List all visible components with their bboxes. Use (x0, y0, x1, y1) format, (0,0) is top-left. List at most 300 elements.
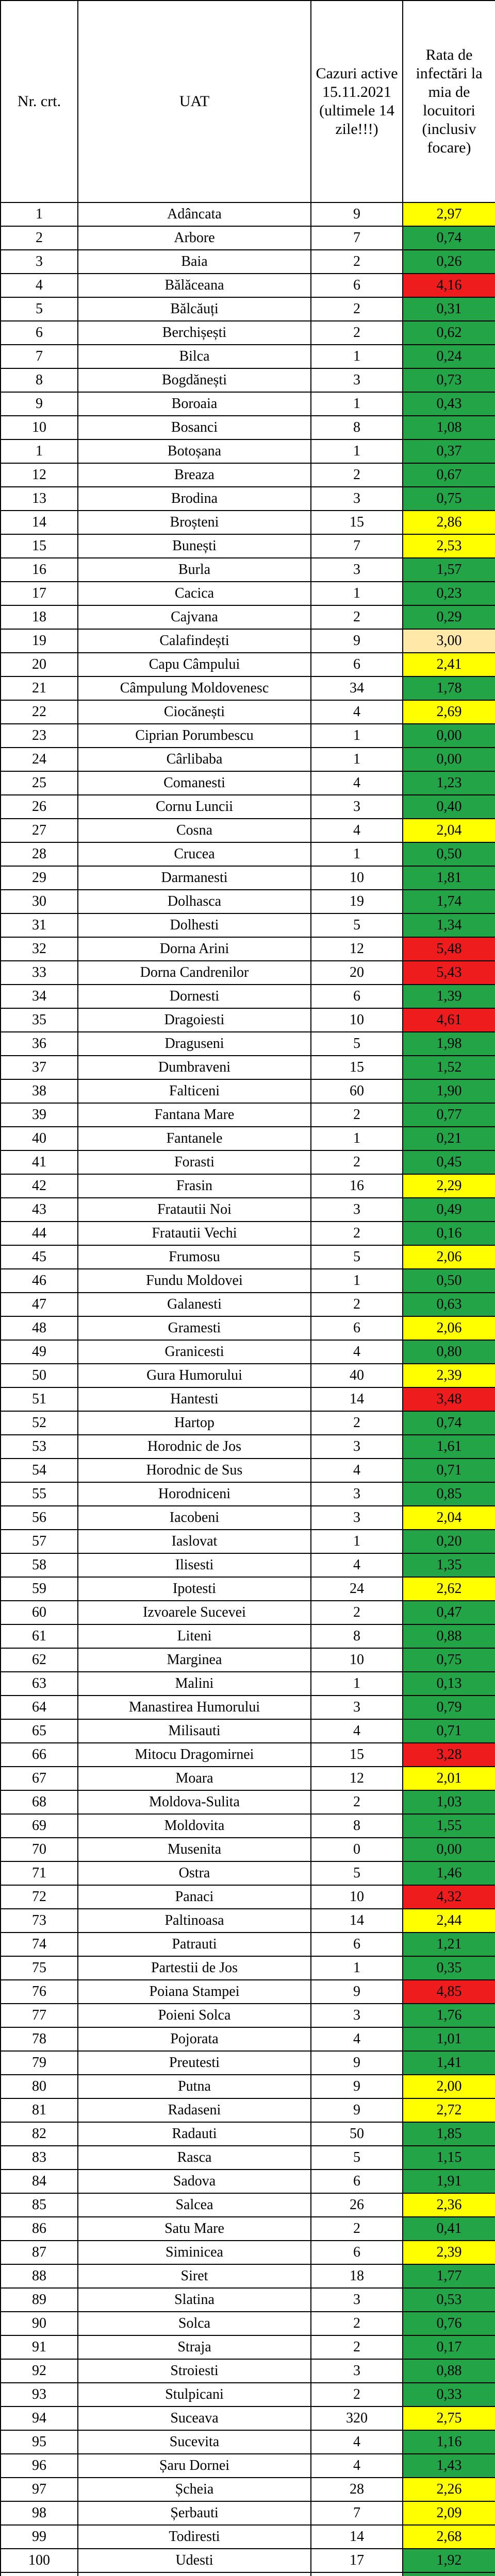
cell-nr-crt: 99 (1, 2525, 78, 2549)
table-row (1, 2241, 495, 2264)
cell-rata-infectari: 0,24 (403, 345, 495, 368)
cell-cazuri-active: 3 (311, 368, 403, 392)
cell-cazuri-active: 9 (311, 2051, 403, 2075)
table-row (1, 913, 495, 937)
cell-rata-infectari: 1,61 (403, 1435, 495, 1459)
table-row (1, 534, 495, 558)
cell-rata-infectari: 0,20 (403, 1530, 495, 1553)
cell-rata-infectari: 1,90 (403, 1079, 495, 1103)
cell-uat: Bosanci (78, 416, 311, 439)
cell-nr-crt: 92 (1, 2359, 78, 2383)
cell-cazuri-active: 7 (311, 534, 403, 558)
table-row (1, 2312, 495, 2335)
cell-rata-infectari: 0,50 (403, 1269, 495, 1293)
cell-uat: Hantesti (78, 1387, 311, 1411)
table-row (1, 439, 495, 463)
cell-cazuri-active: 6 (311, 2241, 403, 2264)
cell-nr-crt: 24 (1, 748, 78, 771)
cell-cazuri-active: 50 (311, 2122, 403, 2146)
cell-rata-infectari: 0,79 (403, 1696, 495, 1719)
cell-nr-crt: 19 (1, 629, 78, 653)
cell-cazuri-active: 4 (311, 1459, 403, 1482)
cell-nr-crt: 1 (1, 202, 78, 226)
table-row (1, 1269, 495, 1293)
table-row (1, 2170, 495, 2193)
cell-rata-infectari: 2,69 (403, 700, 495, 724)
cell-uat: Iacobeni (78, 1506, 311, 1530)
table-row (1, 1553, 495, 1577)
cell-rata-infectari: 1,78 (403, 676, 495, 700)
table-row (1, 2146, 495, 2170)
cell-uat: Preutesti (78, 2051, 311, 2075)
cell-nr-crt: 98 (1, 2501, 78, 2525)
cell-nr-crt: 41 (1, 1150, 78, 1174)
cell-rata-infectari: 1,77 (403, 2264, 495, 2288)
cell-cazuri-active: 6 (311, 1316, 403, 1340)
cell-nr-crt: 3 (1, 250, 78, 274)
table-row (1, 250, 495, 274)
table-row (1, 2122, 495, 2146)
cell-cazuri-active: 1 (311, 439, 403, 463)
cell-nr-crt: 28 (1, 842, 78, 866)
cell-cazuri-active: 3 (311, 487, 403, 511)
cell-rata-infectari: 0,00 (403, 1838, 495, 1861)
cell-nr-crt: 88 (1, 2264, 78, 2288)
cell-cazuri-active: 9 (311, 2075, 403, 2098)
cell-nr-crt: 83 (1, 2146, 78, 2170)
cell-rata-infectari: 0,73 (403, 368, 495, 392)
cell-cazuri-active: 3 (311, 1482, 403, 1506)
cell-rata-infectari: 2,00 (403, 2075, 495, 2098)
cell-nr-crt: 7 (1, 345, 78, 368)
cell-uat: Șcheia (78, 2478, 311, 2501)
cell-cazuri-active: 1 (311, 1269, 403, 1293)
cell-nr-crt: 65 (1, 1719, 78, 1743)
table-row (1, 2525, 495, 2549)
cell-uat: Rasca (78, 2146, 311, 2170)
cell-nr-crt: 49 (1, 1340, 78, 1364)
table-body (1, 202, 495, 2576)
cell-cazuri-active: 2 (311, 605, 403, 629)
header-cazuri-active: Cazuri active 15.11.2021 (ultimele 14 zile!!!) (311, 1, 403, 202)
cell-nr-crt: 17 (1, 582, 78, 605)
cell-cazuri-active: 4 (311, 771, 403, 795)
cell-cazuri-active: 1 (311, 345, 403, 368)
table-row (1, 321, 495, 345)
cell-rata-infectari: 2,72 (403, 2098, 495, 2122)
cell-cazuri-active: 10 (311, 1008, 403, 1032)
cell-rata-infectari: 3,28 (403, 1743, 495, 1767)
cell-rata-infectari: 3,00 (403, 629, 495, 653)
table-row (1, 274, 495, 297)
cell-uat: Moara (78, 1767, 311, 1790)
cell-uat: Suceava (78, 2406, 311, 2430)
cell-rata-infectari: 1,23 (403, 771, 495, 795)
cell-rata-infectari: 3,48 (403, 1387, 495, 1411)
cell-uat: Cajvana (78, 605, 311, 629)
table-row (1, 1127, 495, 1150)
table-row (1, 2572, 495, 2576)
cell-nr-crt: 60 (1, 1601, 78, 1624)
cell-uat: Sucevita (78, 2430, 311, 2454)
cell-cazuri-active: 28 (311, 2478, 403, 2501)
cell-uat: Adâncata (78, 202, 311, 226)
cell-uat: Dorna Candrenilor (78, 961, 311, 985)
cell-nr-crt: 76 (1, 1980, 78, 2004)
cell-uat: Șaru Dornei (78, 2454, 311, 2478)
cell-cazuri-active: 1 (311, 392, 403, 416)
cell-uat: Radaseni (78, 2098, 311, 2122)
cell-nr-crt: 36 (1, 1032, 78, 1056)
cell-nr-crt: 42 (1, 1174, 78, 1198)
table-row (1, 558, 495, 582)
cell-uat: Mitocu Dragomirnei (78, 1743, 311, 1767)
cell-cazuri-active: 16 (311, 1174, 403, 1198)
table-row (1, 582, 495, 605)
cell-uat: Cârlibaba (78, 748, 311, 771)
cell-rata-infectari: 2,39 (403, 2241, 495, 2264)
cell-uat: Galanesti (78, 1293, 311, 1316)
cell-uat: Darmanesti (78, 866, 311, 890)
table-row (1, 1340, 495, 1364)
cell-cazuri-active: 0 (311, 1838, 403, 1861)
table-row (1, 1933, 495, 1956)
cell-cazuri-active: 2 (311, 1150, 403, 1174)
cell-uat: Frumosu (78, 1245, 311, 1269)
cell-nr-crt: 29 (1, 866, 78, 890)
cell-cazuri-active: 9 (311, 202, 403, 226)
cell-nr-crt: 50 (1, 1364, 78, 1387)
cell-cazuri-active: 4 (311, 2454, 403, 2478)
cell-rata-infectari: 0,00 (403, 748, 495, 771)
cell-nr-crt: 77 (1, 2004, 78, 2027)
cell-rata-infectari: 0,40 (403, 795, 495, 819)
cell-rata-infectari: 0,47 (403, 1601, 495, 1624)
table-row (1, 2501, 495, 2525)
table-row (1, 2383, 495, 2406)
cell-rata-infectari (403, 2572, 495, 2576)
cell-cazuri-active: 1 (311, 1956, 403, 1980)
cell-nr-crt: 31 (1, 913, 78, 937)
cell-uat: Horodnic de Jos (78, 1435, 311, 1459)
cell-rata-infectari: 1,41 (403, 2051, 495, 2075)
table-row (1, 1435, 495, 1459)
cell-uat: Baia (78, 250, 311, 274)
table-row (1, 1861, 495, 1885)
cell-nr-crt: 85 (1, 2193, 78, 2217)
cell-cazuri-active: 9 (311, 1980, 403, 2004)
cell-cazuri-active: 24 (311, 1577, 403, 1601)
cell-rata-infectari: 1,57 (403, 558, 495, 582)
cell-rata-infectari: 0,16 (403, 1222, 495, 1245)
cell-rata-infectari: 2,44 (403, 1909, 495, 1933)
cell-rata-infectari: 2,06 (403, 1245, 495, 1269)
cell-rata-infectari: 2,01 (403, 1767, 495, 1790)
cell-nr-crt: 5 (1, 297, 78, 321)
cell-uat: Patrauti (78, 1933, 311, 1956)
cell-rata-infectari: 5,43 (403, 961, 495, 985)
cell-uat: Ipotesti (78, 1577, 311, 1601)
cell-rata-infectari: 0,17 (403, 2335, 495, 2359)
cell-uat: Ilisesti (78, 1553, 311, 1577)
cell-cazuri-active: 40 (311, 1364, 403, 1387)
cell-rata-infectari: 0,00 (403, 724, 495, 748)
cell-nr-crt: 51 (1, 1387, 78, 1411)
cell-cazuri-active: 10 (311, 866, 403, 890)
table-row (1, 1103, 495, 1127)
cell-cazuri-active: 6 (311, 1933, 403, 1956)
cell-uat: Poieni Solca (78, 2004, 311, 2027)
cell-rata-infectari: 0,13 (403, 1672, 495, 1696)
cell-uat: Milisauti (78, 1719, 311, 1743)
cell-cazuri-active: 2 (311, 1790, 403, 1814)
table-row (1, 700, 495, 724)
table-row (1, 937, 495, 961)
cell-nr-crt: 18 (1, 605, 78, 629)
cell-uat: Dolhesti (78, 913, 311, 937)
cell-uat: Ostra (78, 1861, 311, 1885)
cell-nr-crt: 58 (1, 1553, 78, 1577)
cell-rata-infectari: 1,55 (403, 1814, 495, 1838)
cell-cazuri-active: 5 (311, 2146, 403, 2170)
cell-cazuri-active: 3 (311, 795, 403, 819)
cell-rata-infectari: 0,75 (403, 1648, 495, 1672)
cell-rata-infectari: 1,98 (403, 1032, 495, 1056)
cell-rata-infectari: 1,81 (403, 866, 495, 890)
cell-nr-crt: 90 (1, 2312, 78, 2335)
cell-rata-infectari: 0,76 (403, 2312, 495, 2335)
table-row (1, 1387, 495, 1411)
cell-uat: Musenita (78, 1838, 311, 1861)
cell-nr-crt: 93 (1, 2383, 78, 2406)
cell-rata-infectari: 2,06 (403, 1316, 495, 1340)
cell-rata-infectari: 2,41 (403, 653, 495, 676)
cell-rata-infectari: 2,62 (403, 1577, 495, 1601)
cell-uat: Udesti (78, 2549, 311, 2572)
cell-rata-infectari: 0,21 (403, 1127, 495, 1150)
cell-rata-infectari: 0,26 (403, 250, 495, 274)
table-row (1, 1482, 495, 1506)
cell-rata-infectari: 2,39 (403, 1364, 495, 1387)
table-row (1, 2454, 495, 2478)
cell-rata-infectari: 5,48 (403, 937, 495, 961)
cell-cazuri-active: 7 (311, 226, 403, 250)
cell-nr-crt: 14 (1, 511, 78, 534)
cell-uat: Manastirea Humorului (78, 1696, 311, 1719)
cell-uat: Paltinoasa (78, 1909, 311, 1933)
cell-cazuri-active: 20 (311, 961, 403, 985)
cell-nr-crt: 81 (1, 2098, 78, 2122)
cell-nr-crt: 96 (1, 2454, 78, 2478)
cell-rata-infectari: 0,43 (403, 392, 495, 416)
table-row (1, 345, 495, 368)
cell-rata-infectari: 0,41 (403, 2217, 495, 2241)
cell-rata-infectari: 1,16 (403, 2430, 495, 2454)
table-row (1, 1743, 495, 1767)
cell-uat: Dornesti (78, 985, 311, 1008)
table-row (1, 724, 495, 748)
cell-uat: Siminicea (78, 2241, 311, 2264)
cell-uat: Ciprian Porumbescu (78, 724, 311, 748)
table-row (1, 2288, 495, 2312)
cell-uat (78, 2572, 311, 2576)
cell-nr-crt: 79 (1, 2051, 78, 2075)
cell-uat: Burla (78, 558, 311, 582)
cell-nr-crt: 63 (1, 1672, 78, 1696)
cell-cazuri-active: 4 (311, 700, 403, 724)
cell-rata-infectari: 0,29 (403, 605, 495, 629)
cell-nr-crt: 45 (1, 1245, 78, 1269)
cell-uat: Pojorata (78, 2027, 311, 2051)
cell-nr-crt: 25 (1, 771, 78, 795)
cell-cazuri-active: 5 (311, 913, 403, 937)
cell-nr-crt: 27 (1, 819, 78, 842)
table-row (1, 2075, 495, 2098)
cell-uat: Izvoarele Sucevei (78, 1601, 311, 1624)
cell-nr-crt: 38 (1, 1079, 78, 1103)
cell-cazuri-active: 2 (311, 1601, 403, 1624)
cell-cazuri-active: 12 (311, 937, 403, 961)
table-row (1, 2264, 495, 2288)
cell-rata-infectari: 1,15 (403, 2146, 495, 2170)
table-row (1, 985, 495, 1008)
table-row (1, 1956, 495, 1980)
cell-uat: Breaza (78, 463, 311, 487)
cell-nr-crt: 73 (1, 1909, 78, 1933)
cell-rata-infectari: 0,63 (403, 1293, 495, 1316)
cell-rata-infectari: 1,85 (403, 2122, 495, 2146)
header-rata-infectari: Rata de infectări la mia de locuitori (inclusiv focare) (403, 1, 495, 202)
table-row (1, 1624, 495, 1648)
table-row (1, 1008, 495, 1032)
table-row (1, 1411, 495, 1435)
cell-cazuri-active: 14 (311, 1387, 403, 1411)
table-row (1, 795, 495, 819)
cell-rata-infectari: 0,49 (403, 1198, 495, 1222)
cell-cazuri-active: 14 (311, 2525, 403, 2549)
cell-cazuri-active: 2 (311, 250, 403, 274)
cell-uat: Marginea (78, 1648, 311, 1672)
cell-uat: Satu Mare (78, 2217, 311, 2241)
cell-nr-crt: 32 (1, 937, 78, 961)
cell-uat: Dorna Arini (78, 937, 311, 961)
cell-nr-crt: 52 (1, 1411, 78, 1435)
cell-uat: Liteni (78, 1624, 311, 1648)
cell-cazuri-active: 1 (311, 842, 403, 866)
cell-cazuri-active: 2 (311, 1293, 403, 1316)
cell-cazuri-active: 34 (311, 676, 403, 700)
cell-nr-crt: 97 (1, 2478, 78, 2501)
cell-nr-crt: 6 (1, 321, 78, 345)
cell-nr-crt: 22 (1, 700, 78, 724)
cell-nr-crt: 44 (1, 1222, 78, 1245)
cell-rata-infectari: 1,39 (403, 985, 495, 1008)
table-row (1, 1222, 495, 1245)
cell-rata-infectari: 2,04 (403, 819, 495, 842)
cell-uat: Crucea (78, 842, 311, 866)
cell-uat: Câmpulung Moldovenesc (78, 676, 311, 700)
cell-rata-infectari: 2,68 (403, 2525, 495, 2549)
cell-uat: Fantanele (78, 1127, 311, 1150)
table-row (1, 226, 495, 250)
cell-cazuri-active: 26 (311, 2193, 403, 2217)
cell-rata-infectari: 2,75 (403, 2406, 495, 2430)
cell-rata-infectari: 0,80 (403, 1340, 495, 1364)
cell-nr-crt: 34 (1, 985, 78, 1008)
cell-cazuri-active: 6 (311, 653, 403, 676)
cell-rata-infectari: 2,86 (403, 511, 495, 534)
cell-cazuri-active: 1 (311, 1672, 403, 1696)
cell-cazuri-active: 8 (311, 416, 403, 439)
cell-uat: Sadova (78, 2170, 311, 2193)
cell-nr-crt: 86 (1, 2217, 78, 2241)
table-row (1, 511, 495, 534)
table-row (1, 961, 495, 985)
cell-rata-infectari: 0,75 (403, 487, 495, 511)
cell-cazuri-active: 2 (311, 2335, 403, 2359)
cell-nr-crt: 91 (1, 2335, 78, 2359)
cell-uat: Cosna (78, 819, 311, 842)
cell-uat: Ciocănești (78, 700, 311, 724)
cell-uat: Bunești (78, 534, 311, 558)
cell-nr-crt: 87 (1, 2241, 78, 2264)
cell-uat: Straja (78, 2335, 311, 2359)
cell-rata-infectari: 0,74 (403, 1411, 495, 1435)
table-row (1, 2478, 495, 2501)
table-row (1, 1316, 495, 1340)
cell-nr-crt: 12 (1, 463, 78, 487)
cell-rata-infectari: 0,50 (403, 842, 495, 866)
cell-cazuri-active: 3 (311, 558, 403, 582)
cell-uat: Granicesti (78, 1340, 311, 1364)
header-uat: UAT (78, 1, 311, 202)
cell-uat: Malini (78, 1672, 311, 1696)
cell-nr-crt: 66 (1, 1743, 78, 1767)
cell-rata-infectari: 2,97 (403, 202, 495, 226)
cell-rata-infectari: 1,52 (403, 1056, 495, 1079)
table-row (1, 1767, 495, 1790)
cell-uat: Bilca (78, 345, 311, 368)
cell-cazuri-active (311, 2572, 403, 2576)
table-row (1, 1838, 495, 1861)
cell-nr-crt: 39 (1, 1103, 78, 1127)
table-row (1, 1079, 495, 1103)
cell-nr-crt: 94 (1, 2406, 78, 2430)
table-row (1, 2335, 495, 2359)
cell-uat: Iaslovat (78, 1530, 311, 1553)
cell-uat: Arbore (78, 226, 311, 250)
cell-nr-crt: 40 (1, 1127, 78, 1150)
cell-cazuri-active: 15 (311, 1056, 403, 1079)
cell-uat: Salcea (78, 2193, 311, 2217)
cell-cazuri-active: 3 (311, 2288, 403, 2312)
cell-nr-crt: 74 (1, 1933, 78, 1956)
table-row (1, 748, 495, 771)
cell-nr-crt: 70 (1, 1838, 78, 1861)
cell-nr-crt: 72 (1, 1885, 78, 1909)
table-row (1, 2098, 495, 2122)
cell-rata-infectari: 1,46 (403, 1861, 495, 1885)
cell-rata-infectari: 0,33 (403, 2383, 495, 2406)
cell-rata-infectari: 0,67 (403, 463, 495, 487)
cell-nr-crt: 4 (1, 274, 78, 297)
cell-nr-crt: 21 (1, 676, 78, 700)
cell-rata-infectari: 0,45 (403, 1150, 495, 1174)
cell-uat: Bălăceana (78, 274, 311, 297)
cell-rata-infectari: 2,04 (403, 1506, 495, 1530)
cell-cazuri-active: 1 (311, 1127, 403, 1150)
cell-rata-infectari: 0,35 (403, 1956, 495, 1980)
